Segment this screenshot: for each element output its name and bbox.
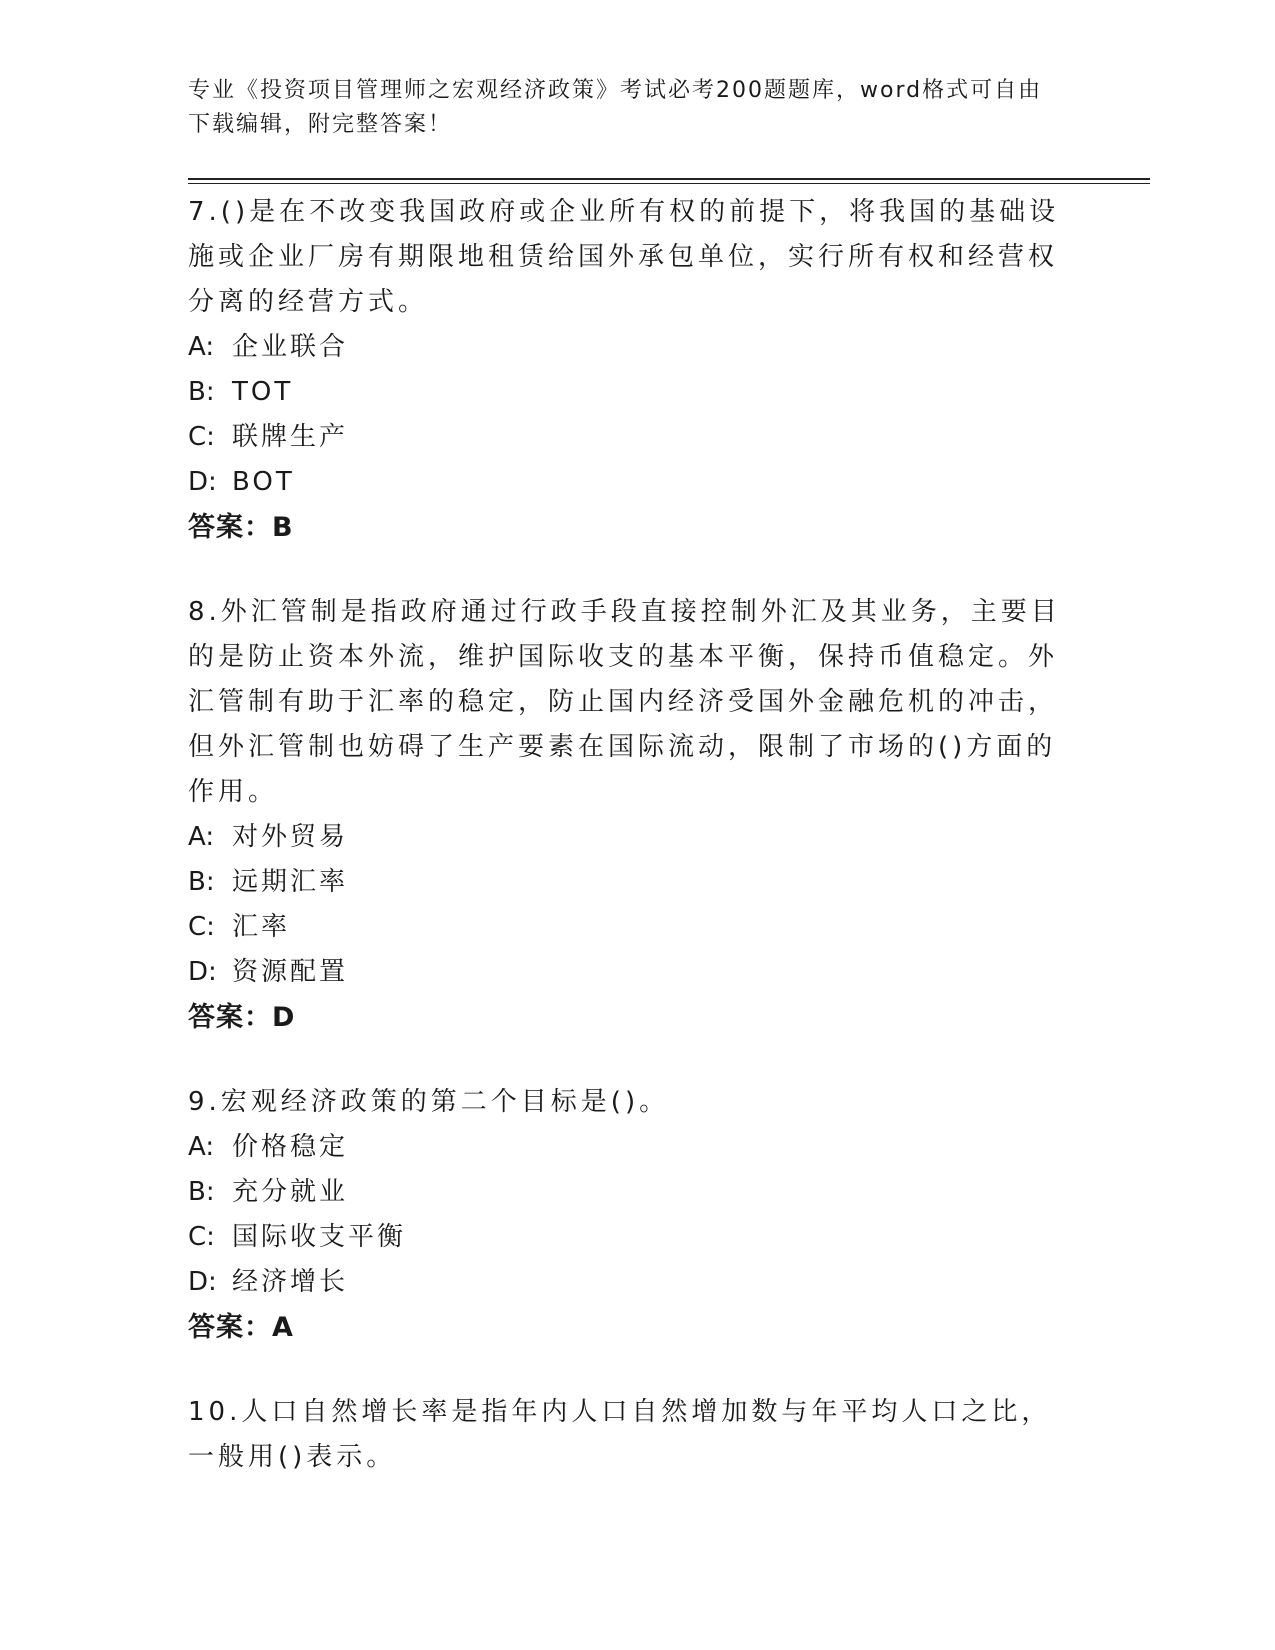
question-10 [188,1390,1068,1480]
option-key: D: [188,957,217,987]
option-d [188,950,1068,995]
document-header [188,74,1068,142]
option-b [188,860,1068,905]
option-key: D: [188,1267,217,1297]
question-8 [188,590,1068,1040]
header-line-2: 下载编辑，附完整答案！ [188,112,453,137]
option-text: 联牌生产 [232,422,349,452]
option-text: 对外贸易 [232,822,349,852]
question-7 [188,190,1068,550]
question-list [188,190,1068,1520]
option-key: B: [188,1177,215,1207]
option-text: 企业联合 [232,332,349,362]
option-text: 汇率 [232,912,291,942]
option-text: 远期汇率 [232,867,349,897]
option-a [188,325,1068,370]
option-key: C: [188,1222,215,1252]
header-divider-thick [188,178,1150,180]
option-text: 经济增长 [232,1267,349,1297]
header-line-1: 专业《投资项目管理师之宏观经济政策》考试必考200题题库，word格式可自由 [188,78,1043,103]
question-stem: 9.宏观经济政策的第二个目标是()。 [188,1087,670,1117]
question-stem: 8.外汇管制是指政府通过行政手段直接控制外汇及其业务，主要目的是防止资本外流，维护国际收支的基本平衡，保持币值稳定。外汇管制有助于汇率的稳定，防止国内经济受国外金融危机的冲击，但外汇管制也妨碍了生产要素在国际流动，限制了市场的()方面的作用。 [188,597,1061,807]
option-text: 充分就业 [232,1177,349,1207]
question-9 [188,1080,1068,1350]
option-a [188,1125,1068,1170]
option-d [188,1260,1068,1305]
option-key: B: [188,867,215,897]
question-stem: 7.()是在不改变我国政府或企业所有权的前提下，将我国的基础设施或企业厂房有期限地租赁给国外承包单位，实行所有权和经营权分离的经营方式。 [188,197,1060,317]
option-c [188,905,1068,950]
answer-line: 答案：A [188,1312,294,1343]
option-key: C: [188,422,215,452]
option-b [188,370,1068,415]
option-b [188,1170,1068,1215]
option-key: A: [188,822,215,852]
question-stem: 10.人口自然增长率是指年内人口自然增加数与年平均人口之比，一般用()表示。 [188,1397,1052,1472]
option-text: TOT [232,377,294,407]
option-key: D: [188,467,217,497]
option-text: 国际收支平衡 [232,1222,407,1252]
answer-line: 答案：D [188,1002,296,1033]
option-d [188,460,1068,505]
option-text: BOT [232,467,295,497]
option-c [188,1215,1068,1260]
option-c [188,415,1068,460]
option-key: B: [188,377,215,407]
option-key: C: [188,912,215,942]
option-key: A: [188,332,215,362]
option-text: 资源配置 [232,957,349,987]
option-a [188,815,1068,860]
option-text: 价格稳定 [232,1132,349,1162]
option-key: A: [188,1132,215,1162]
answer-line: 答案：B [188,512,294,543]
header-divider-thin [188,183,1150,184]
